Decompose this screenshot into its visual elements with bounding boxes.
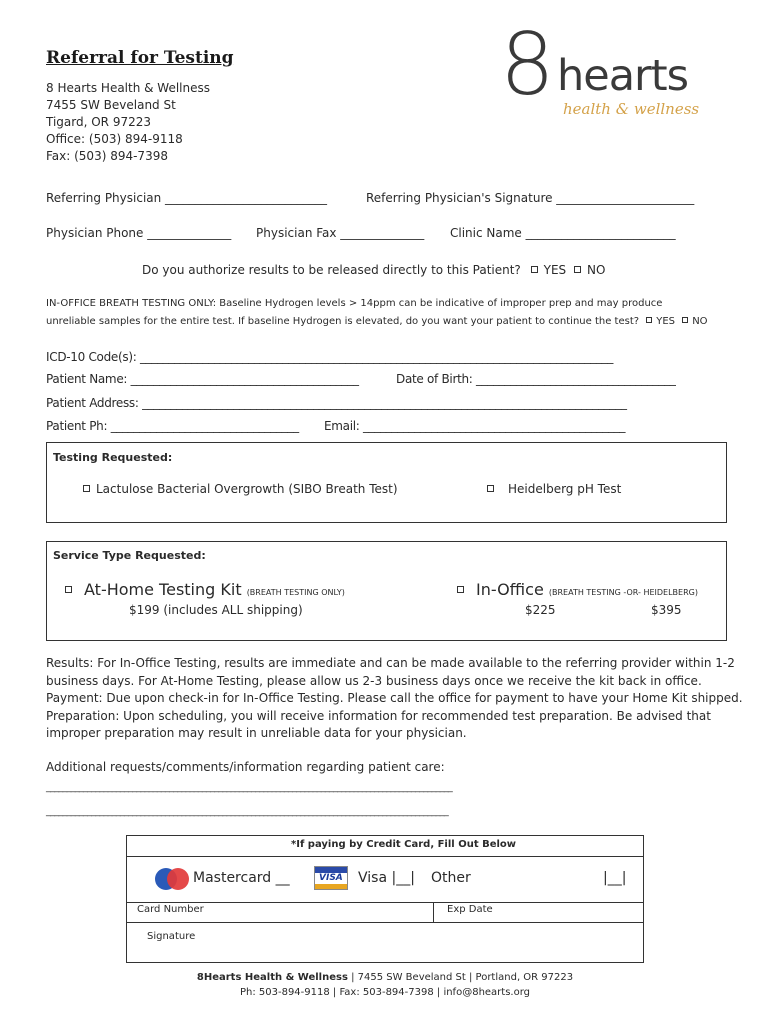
breath-note-line2 bbox=[46, 316, 708, 327]
home-kit-note: (BREATH TESTING ONLY) bbox=[246, 588, 345, 597]
authorize-no-checkbox[interactable] bbox=[574, 266, 581, 273]
authorize-question bbox=[142, 263, 605, 277]
sibo-test-checkbox[interactable] bbox=[83, 485, 90, 492]
additional-requests-label: Additional requests/comments/information regarding patient care: bbox=[46, 760, 445, 774]
home-kit-checkbox[interactable] bbox=[65, 586, 72, 593]
footer-address bbox=[0, 972, 770, 983]
info-results-line1: Results: For In-Office Testing, results are immediate and can be made available to the referring provider within 1-2 bbox=[46, 656, 735, 670]
visa-option[interactable]: Visa |__| bbox=[358, 870, 415, 886]
continue-no-label: NO bbox=[692, 316, 708, 327]
visa-logo-icon bbox=[314, 866, 348, 890]
icd-code-field[interactable]: ICD-10 Code(s): ___________________________________________________________________________________ bbox=[46, 350, 614, 364]
info-results-line2: business days. For At-Home Testing, please allow us 2-3 business days once we receive the kit back in office. bbox=[46, 674, 702, 688]
in-office-checkbox[interactable] bbox=[457, 586, 464, 593]
page-title: Referral for Testing bbox=[46, 48, 234, 68]
footer-address-text: | 7455 SW Beveland St | Portland, OR 97223 bbox=[347, 972, 574, 983]
sibo-test-option[interactable] bbox=[83, 482, 398, 496]
date-of-birth-field[interactable]: Date of Birth: ___________________________________ bbox=[396, 372, 676, 386]
credit-card-divider-mid bbox=[127, 902, 643, 903]
clinic-city: Tigard, OR 97223 bbox=[46, 115, 152, 129]
clinic-fax: Fax: (503) 894-7398 bbox=[46, 149, 168, 163]
in-office-note: (BREATH TESTING -OR- HEIDELBERG) bbox=[548, 588, 698, 597]
other-blank[interactable]: |__| bbox=[603, 870, 627, 886]
service-type-heading: Service Type Requested: bbox=[53, 549, 206, 562]
in-office-price-heidelberg: $395 bbox=[651, 603, 682, 617]
heidelberg-test-label: Heidelberg pH Test bbox=[508, 482, 622, 496]
visa-logo-text: VISA bbox=[319, 873, 343, 883]
testing-requested-box bbox=[46, 442, 727, 523]
patient-name-field[interactable]: Patient Name: ________________________________________ bbox=[46, 372, 359, 386]
continue-yes-label: YES bbox=[656, 316, 676, 327]
referring-signature-field[interactable]: Referring Physician's Signature _______________________ bbox=[366, 191, 695, 205]
patient-phone-field[interactable]: Patient Ph: _________________________________ bbox=[46, 419, 299, 433]
exp-date-field[interactable]: Exp Date bbox=[447, 904, 493, 915]
additional-requests-line1[interactable]: ___________________________________________________________________________________________________ bbox=[46, 782, 452, 793]
breath-note-question: unreliable samples for the entire test. If baseline Hydrogen is elevated, do you want your patient to continue the test? bbox=[46, 316, 640, 327]
in-office-option[interactable] bbox=[457, 580, 698, 599]
service-type-box bbox=[46, 541, 727, 641]
signature-field[interactable]: Signature bbox=[147, 931, 196, 942]
clinic-street: 7455 SW Beveland St bbox=[46, 98, 176, 112]
footer-contact: Ph: 503-894-9118 | Fax: 503-894-7398 | info@8hearts.org bbox=[239, 987, 531, 998]
home-kit-option[interactable] bbox=[65, 580, 345, 599]
testing-requested-heading: Testing Requested: bbox=[53, 451, 173, 464]
info-preparation-line2: improper preparation may result in unreliable data for your physician. bbox=[46, 726, 467, 740]
mastercard-option[interactable]: Mastercard __ bbox=[193, 870, 290, 886]
in-office-label: In-Office bbox=[476, 580, 544, 599]
home-kit-price: $199 (includes ALL shipping) bbox=[129, 603, 303, 617]
clinic-office-phone: Office: (503) 894-9118 bbox=[46, 132, 183, 146]
physician-phone-field[interactable]: Physician Phone ______________ bbox=[46, 226, 232, 240]
card-field-divider bbox=[433, 902, 434, 922]
breath-note-line1: IN-OFFICE BREATH TESTING ONLY: Baseline Hydrogen levels > 14ppm can be indicative of improper prep and may produce bbox=[46, 298, 663, 309]
email-field[interactable]: Email: ______________________________________________ bbox=[324, 419, 626, 433]
authorize-question-text: Do you authorize results to be released directly to this Patient? bbox=[142, 263, 521, 277]
continue-no-checkbox[interactable] bbox=[682, 317, 688, 323]
clinic-name-field[interactable]: Clinic Name _________________________ bbox=[450, 226, 676, 240]
mastercard-logo-icon bbox=[155, 868, 189, 890]
heidelberg-test-checkbox[interactable] bbox=[487, 485, 494, 492]
authorize-yes-label: YES bbox=[543, 263, 567, 277]
authorize-yes-checkbox[interactable] bbox=[531, 266, 538, 273]
continue-yes-checkbox[interactable] bbox=[646, 317, 652, 323]
authorize-no-label: NO bbox=[586, 263, 606, 277]
credit-card-heading: *If paying by Credit Card, Fill Out Below bbox=[291, 839, 517, 850]
card-number-field[interactable]: Card Number bbox=[137, 904, 204, 915]
home-kit-label: At-Home Testing Kit bbox=[84, 580, 242, 599]
logo-number: 8 bbox=[500, 15, 553, 115]
in-office-price-breath: $225 bbox=[525, 603, 556, 617]
referring-physician-field[interactable]: Referring Physician ___________________________ bbox=[46, 191, 328, 205]
footer-company: 8Hearts Health & Wellness bbox=[196, 972, 348, 983]
physician-fax-field[interactable]: Physician Fax ______________ bbox=[256, 226, 425, 240]
sibo-test-label: Lactulose Bacterial Overgrowth (SIBO Breath Test) bbox=[96, 482, 398, 496]
logo-tagline: health & wellness bbox=[563, 100, 700, 118]
clinic-name: 8 Hearts Health & Wellness bbox=[46, 81, 211, 95]
credit-card-box bbox=[126, 835, 644, 963]
info-preparation-line1: Preparation: Upon scheduling, you will receive information for recommended test preparation. Be advised that bbox=[46, 709, 711, 723]
additional-requests-line2[interactable]: __________________________________________________________________________________________________ bbox=[46, 806, 448, 817]
patient-address-field[interactable]: Patient Address: _____________________________________________________________________________________ bbox=[46, 396, 627, 410]
credit-card-divider-bottom bbox=[127, 922, 643, 923]
heidelberg-test-option[interactable] bbox=[487, 482, 621, 496]
credit-card-divider-top bbox=[127, 856, 643, 857]
logo-word: hearts bbox=[557, 51, 688, 101]
other-option[interactable]: Other bbox=[431, 870, 471, 886]
info-payment: Payment: Due upon check-in for In-Office Testing. Please call the office for payment to have your Home Kit shipped. bbox=[46, 691, 743, 705]
